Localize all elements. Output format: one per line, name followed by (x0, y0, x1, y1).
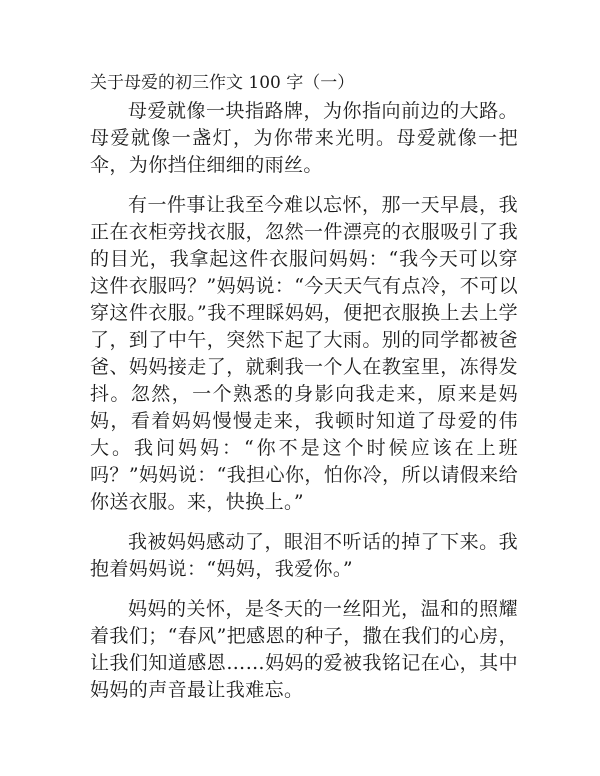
document-body (90, 98, 518, 717)
paragraph-2: 有一件事让我至今难以忘怀，那一天早晨，我正在衣柜旁找衣服，忽然一件漂亮的衣服吸引了我的目光，我拿起这件衣服问妈妈：“我今天可以穿这件衣服吗？”妈妈说：“今天天气有点冷，不可以穿这件衣服。”我不理睬妈妈，便把衣服换上去上学了，到了中午，突然下起了大雨。别的同学都被爸爸、妈妈接走了，就剩我一个人在教室里，冻得发抖。忽然，一个熟悉的身影向我走来，原来是妈妈，看着妈妈慢慢走来，我顿时知道了母爱的伟大。我问妈妈：“你不是这个时候应该在上班吗？”妈妈说：“我担心你，怕你冷，所以请假来给你送衣服。来，快换上。” (90, 194, 518, 513)
paragraph-1: 母爱就像一块指路牌，为你指向前边的大路。母爱就像一盏灯，为你带来光明。母爱就像一把伞，为你挡住细细的雨丝。 (90, 100, 518, 176)
paragraph-4: 妈妈的关怀，是冬天的一丝阳光，温和的照耀着我们；“春风”把感恩的种子，撒在我们的心房，让我们知道感恩……妈妈的爱被我铭记在心，其中妈妈的声音最让我难忘。 (90, 598, 518, 701)
paragraph-3: 我被妈妈感动了，眼泪不听话的掉了下来。我抱着妈妈说：“妈妈，我爱你。” (90, 531, 518, 580)
document-title: 关于母爱的初三作文 100 字（一） (90, 73, 355, 93)
